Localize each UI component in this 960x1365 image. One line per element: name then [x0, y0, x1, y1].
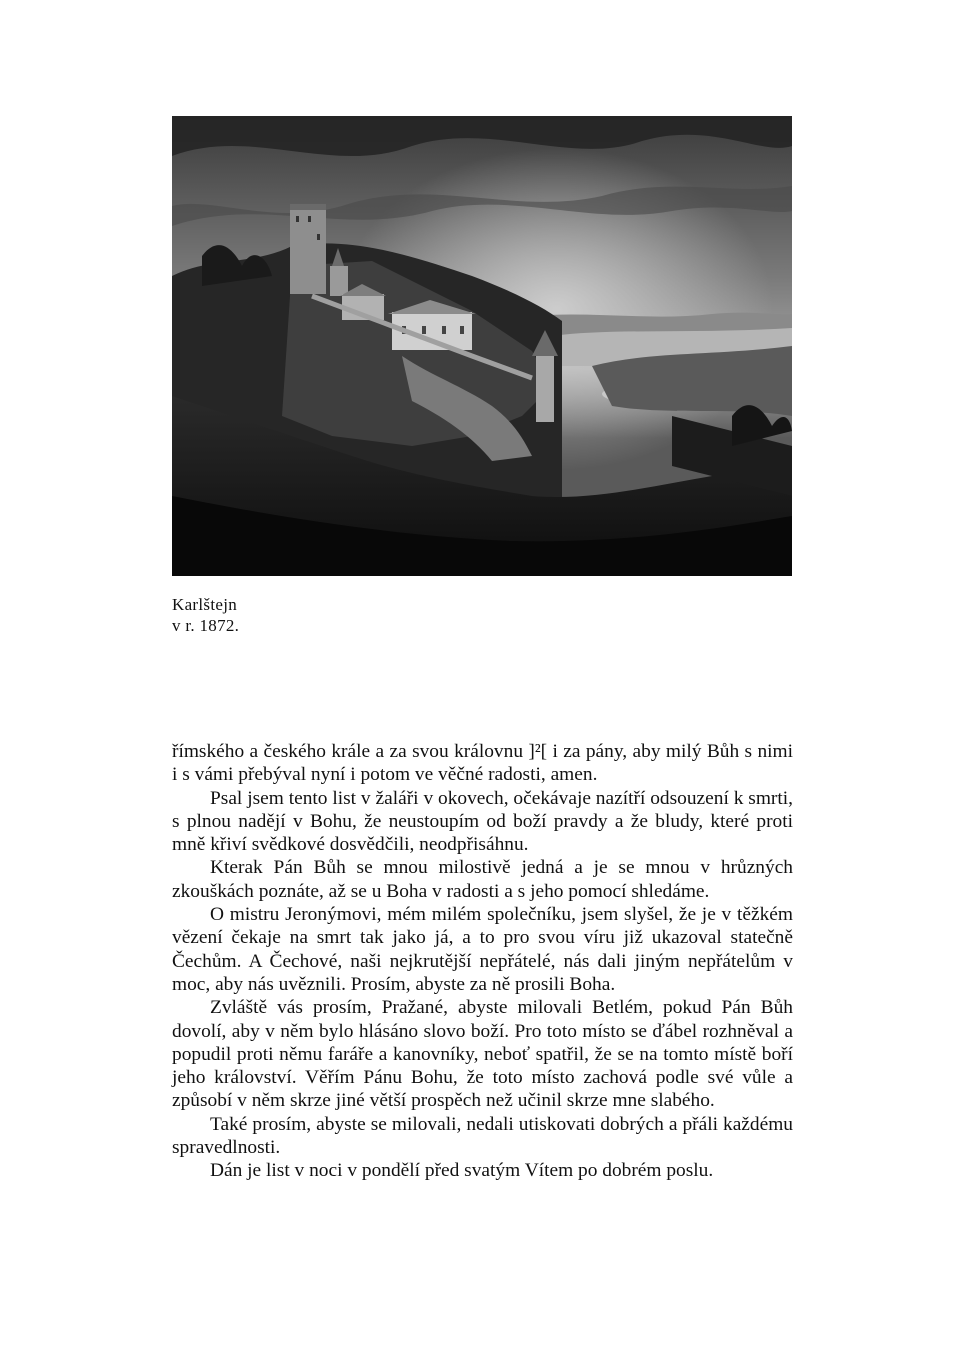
- letter-text: [172, 740, 793, 1183]
- caption-year: v r. 1872.: [172, 616, 240, 635]
- castle-landscape-image: [172, 116, 792, 576]
- paragraph: Kterak Pán Bůh se mnou milostivě jedná a je se mnou v hrůzných zkouškách poznáte, až se u Boha v radosti a s jeho pomocí shledáme.: [172, 857, 793, 902]
- image-caption: [172, 594, 239, 636]
- paragraph: O mistru Jeronýmovi, mém milém společníku, jsem slyšel, že je v těžkém vězení čekaje na smrt tak jako já, a to pro svou víru již ukazoval statečně Čechům. A Čechové, naši nejkrutější nepřátelé, nás dali jiným nepřátelům v moc, aby nás uvěznili. Prosím, abyste za ně prosili Boha.: [172, 904, 793, 995]
- caption-title: Karlštejn: [172, 595, 238, 614]
- paragraph: Zvláště vás prosím, Pražané, abyste milovali Betlém, pokud Pán Bůh dovolí, aby v něm bylo hlásáno slovo boží. Pro toto místo se ďábel rozhněval a popudil proti němu faráře a kanovníky, neboť spatřil, že se na tomto místě boří jeho království. Věřím Pánu Bohu, že toto místo zachová podle své vůle a způsobí v něm skrze jiné větší prospěch než učinil skrze mne slabého.: [172, 997, 793, 1112]
- paragraph: římského a českého krále a za svou královnu ]²[ i za pány, aby milý Bůh s nimi i s vámi přebýval nyní i potom ve věčné radosti, amen.: [172, 741, 793, 786]
- paragraph: Také prosím, abyste se milovali, nedali utiskovati dobrých a přáli každému spravedlnosti.: [172, 1113, 793, 1159]
- castle-illustration: [172, 116, 792, 576]
- paragraph: Psal jsem tento list v žaláři v okovech, očekávaje nazítří odsouzení k smrti, s plnou nadějí v Bohu, že neustoupím od boží pravdy a že bludy, které proti mně křiví svědkové dosvědčili, neodpřisáhnu.: [172, 787, 793, 856]
- paragraph: Dán je list v noci v pondělí před svatým Vítem po dobrém poslu.: [210, 1160, 714, 1182]
